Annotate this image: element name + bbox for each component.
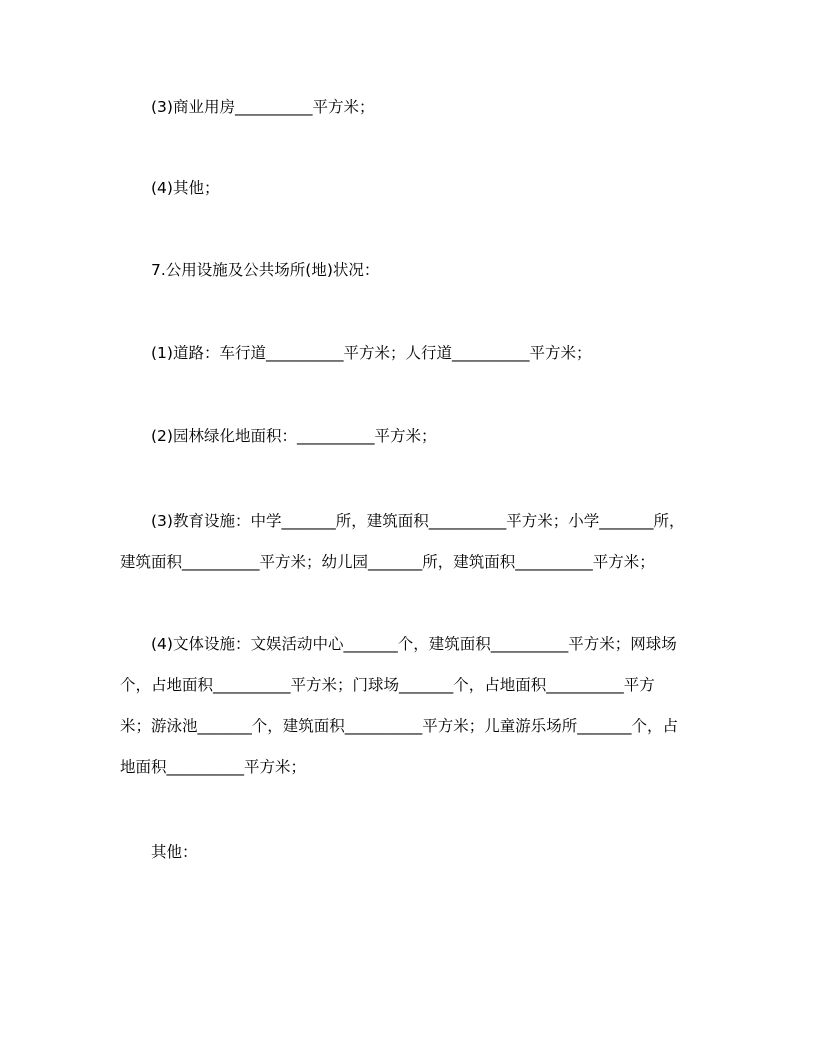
- paragraph-commercial-housing: [120, 87, 700, 128]
- paragraph-text: 其他：: [151, 843, 198, 861]
- paragraph-text: (2)园林绿化地面积：__________平方米；: [151, 427, 437, 445]
- paragraph-education-facilities: [120, 501, 700, 583]
- paragraph-other-item: [120, 168, 700, 209]
- paragraph-text: (4)其他；: [151, 179, 220, 197]
- paragraph-roads: [120, 333, 700, 374]
- paragraph-text: (3)商业用房__________平方米；: [151, 98, 375, 116]
- paragraph-line: (4)文体设施：文娱活动中心_______个，建筑面积__________平方米；网球场: [151, 635, 677, 653]
- paragraph-line: 个，占地面积__________平方米；门球场_______个，占地面积__________平方: [120, 676, 655, 694]
- paragraph-line: (3)教育设施：中学_______所，建筑面积__________平方米；小学_______所，: [151, 512, 685, 530]
- paragraph-line: 米；游泳池_______个，建筑面积__________平方米；儿童游乐场所_______个，占: [120, 717, 679, 735]
- paragraph-line: 建筑面积__________平方米；幼儿园_______所，建筑面积__________平方米；: [120, 553, 655, 571]
- paragraph-text: (1)道路：车行道__________平方米；人行道__________平方米；: [151, 344, 592, 362]
- paragraph-green-area: [120, 416, 700, 457]
- paragraph-text: 7.公用设施及公共场所(地)状况：: [151, 261, 380, 279]
- section-heading-public-facilities: [120, 250, 700, 291]
- paragraph-line: 地面积__________平方米；: [120, 758, 307, 776]
- paragraph-culture-sports-facilities: [120, 624, 700, 788]
- paragraph-other-final: [120, 832, 700, 873]
